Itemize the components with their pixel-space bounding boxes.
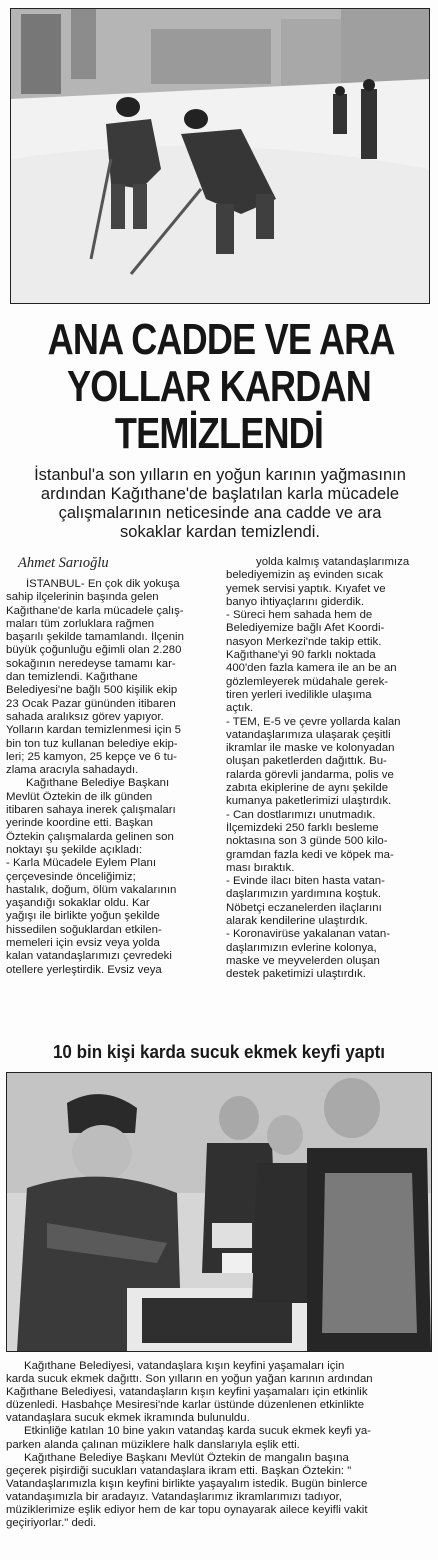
body-line: maları tüm zorluklara rağmen xyxy=(6,617,155,630)
body-line: Öztekin çalışmalarda gelinen son xyxy=(6,830,174,843)
body-line: yağışı ile birlikte yoğun şekilde xyxy=(6,910,160,923)
deck-line: İstanbul'a son yılların en yoğun karının yağmasının xyxy=(34,466,406,484)
headline-line: ANA CADDE VE ARA xyxy=(47,315,395,364)
deck-line: çalışmalarının neticesinde ana cadde ve ara xyxy=(58,504,382,522)
body-line: daşlarımızın yardımına koştuk. xyxy=(226,888,382,901)
snow-cleaning-illustration xyxy=(11,9,429,303)
body-line: Belediyemize bağlı Afet Koordi- xyxy=(226,622,385,635)
body-line: belediyemizin aş evinden sıcak xyxy=(226,569,384,582)
body-line: alarak kendilerine ulaştırdık. xyxy=(226,915,368,928)
body-line: banyo ihtiyaçlarını giderdik. xyxy=(226,595,365,608)
body-line: Vatandaşlarımızla kışın keyfini birlikte yaşayalım istedik. Bugün binlerce xyxy=(6,1477,368,1490)
author-byline: Ahmet Sarıoğlu xyxy=(18,555,109,571)
body-line: karda sucuk ekmek dağıttı. Son yılların en yoğun yağan karının ardından xyxy=(6,1373,373,1386)
body-line: - Karla Mücadele Eylem Planı xyxy=(6,857,157,870)
body-line: Kağıthane'de karla mücadele çalış- xyxy=(6,604,184,617)
body-line: Yolların kardan temizlenmesi için 5 xyxy=(6,724,181,737)
body-line: Kağıthane Belediye Başkanı Mevlüt Öztekin de mangalın başına xyxy=(24,1451,349,1464)
sucuk-article-body xyxy=(6,1360,434,1530)
body-line: yerinde koordine etti. Başkan xyxy=(6,817,153,830)
body-line: düzenledi. Hasbahçe Mesiresi'nde karlar üstünde düzenlenen etkinlikte xyxy=(6,1399,365,1412)
body-line: daşlarımızın evlerine kolonya, xyxy=(226,941,377,954)
sub-headline: 10 bin kişi karda sucuk ekmek keyfi yaptı xyxy=(52,1041,386,1062)
body-line: otellere yerleştirdik. Evsiz veya xyxy=(6,963,162,976)
article-column-2 xyxy=(226,556,432,982)
body-line: - Koronavirüse yakalanan vatan- xyxy=(226,928,390,941)
body-line: büyük çoğunluğu eğimli olan 2.280 xyxy=(6,644,182,657)
headline-line: TEMİZLENDİ xyxy=(114,409,324,458)
body-line: Mevlüt Öztekin de ilk günden xyxy=(6,790,153,803)
body-line: müziklerimize eşlik ediyor hem de kar topu oynayarak ailece keyifli vakit xyxy=(6,1504,368,1517)
body-line: gramdan fazla kedi ve köpek ma- xyxy=(226,848,394,861)
headline-line: YOLLAR KARDAN xyxy=(66,362,372,411)
body-line: zlama aracıyla sahadaydı. xyxy=(6,764,139,777)
body-line: ralarda görevli jandarma, polis ve xyxy=(226,768,394,781)
snow-cleaning-photo xyxy=(10,8,430,304)
body-line: İlçemizdeki 250 farklı besleme xyxy=(226,821,379,834)
body-line: nasyon Merkezi'nde takip ettik. xyxy=(226,635,382,648)
body-line: 400'den fazla kamera ile an be an xyxy=(226,662,397,675)
deck-line: sokaklar kardan temizlendi. xyxy=(120,523,320,541)
body-line: geçiriyorlar." dedi. xyxy=(6,1517,97,1530)
body-line: yemek servisi yaptık. Kıyafet ve xyxy=(226,582,386,595)
body-line: tiren yerleri ivedilikle ulaşıma xyxy=(226,688,372,701)
body-line: hissedilen soğuklardan etkilen- xyxy=(6,923,162,936)
article-headline xyxy=(47,315,395,458)
body-line: Kağıthane Belediyesi, vatandaşların kışın keyfini yaşamaları için etkinlik xyxy=(6,1386,368,1399)
body-line: bin ton tuz kullanan belediye ekip- xyxy=(6,737,178,750)
body-line: Kağıthane Belediyesi, vatandaşlara kışın keyfini yaşamaları için xyxy=(24,1360,345,1372)
body-line: parken alanda çalınan müziklere halk danslarıyla eşlik etti. xyxy=(6,1438,300,1451)
article-column-1 xyxy=(6,578,218,977)
sucuk-ekmek-photo xyxy=(6,1072,432,1352)
body-line: kalan vatandaşlarımızı çevredeki xyxy=(6,950,172,963)
body-line: noktayı şu şekilde açıkladı: xyxy=(6,843,143,856)
body-line: sokağının neredeyse tamamı kar- xyxy=(6,657,176,670)
body-line: - Süreci hem sahada hem de xyxy=(226,609,373,622)
body-line: ması bıraktık. xyxy=(226,861,295,874)
body-line: vatandaşımızla bir aradayız. Vatandaşlarımız ikramlarımızı tadıyor, xyxy=(6,1490,342,1503)
body-line: destek paketimizi ulaştırdık. xyxy=(226,968,366,981)
body-line: vatandaşlarımıza ulaşarak çeşitli xyxy=(226,728,391,741)
body-line: - Evinde ilacı biten hasta vatan- xyxy=(226,875,385,888)
deck-line: ardından Kağıthane'de başlatılan karla mücadele xyxy=(40,485,400,503)
body-line: oluşan paketlerden dağıttık. Bu- xyxy=(226,755,387,768)
body-line: yolda kalmış vatandaşlarımıza xyxy=(256,556,410,568)
body-line: vatandaşlara sucuk ekmek ikramında bulunuldu. xyxy=(6,1412,250,1425)
body-line: geçerek pişirdiği sucukları vatandaşlara ikram etti. Başkan Öztekin: " xyxy=(6,1464,352,1477)
body-line: noktasına son 3 günde 500 kilo- xyxy=(226,835,388,848)
article-deck xyxy=(10,466,430,542)
body-line: başarılı şekilde tamamlandı. İlçenin xyxy=(6,631,184,644)
body-line: açtık. xyxy=(226,702,254,715)
body-line: sahip ilçelerinin başında gelen xyxy=(6,591,159,604)
body-line: İSTANBUL- En çok dik yokuşa xyxy=(26,578,180,590)
sucuk-ekmek-illustration xyxy=(7,1073,431,1351)
body-line: Belediyesi'ne bağlı 500 kişilik ekip xyxy=(6,684,178,697)
body-line: leri; 25 kamyon, 25 kepçe ve 6 tu- xyxy=(6,750,177,763)
body-line: gözlemleyerek müdahale gerek- xyxy=(226,675,389,688)
body-line: - Can dostlarımızı unutmadık. xyxy=(226,808,376,821)
body-line: Etkinliğe katılan 10 bine yakın vatandaş karda sucuk ekmek keyfi ya- xyxy=(24,1425,371,1438)
body-line: hastalık, doğum, ölüm vakalarının xyxy=(6,883,177,896)
body-line: dan temizlendi. Kağıthane xyxy=(6,671,138,684)
body-line: 23 Ocak Pazar gününden itibaren xyxy=(6,697,176,710)
body-line: maske ve meyvelerden oluşan xyxy=(226,954,380,967)
body-line: - TEM, E-5 ve çevre yollarda kalan xyxy=(226,715,401,728)
body-line: Kağıthane Belediye Başkanı xyxy=(26,777,170,790)
body-line: çerçevesinde önceliğimiz; xyxy=(6,870,136,883)
body-line: Kağıthane'yi 90 farklı noktada xyxy=(226,649,376,662)
body-line: yaşandığı sokaklar oldu. Kar xyxy=(6,897,150,910)
body-line: kumanya paketlerimizi ulaştırdık. xyxy=(226,795,392,808)
body-line: Nöbetçi eczanelerden ilaçlarını xyxy=(226,901,382,914)
body-line: sahada aralıksız görev yapıyor. xyxy=(6,710,164,723)
body-line: ikramlar ile maske ve kolonyadan xyxy=(226,742,395,755)
body-line: zabıta ekiplerine de aynı şekilde xyxy=(226,782,389,795)
body-line: memeleri için evsiz veya yolda xyxy=(6,937,160,950)
body-line: itibaren sahaya inerek çalışmaları xyxy=(6,804,176,817)
